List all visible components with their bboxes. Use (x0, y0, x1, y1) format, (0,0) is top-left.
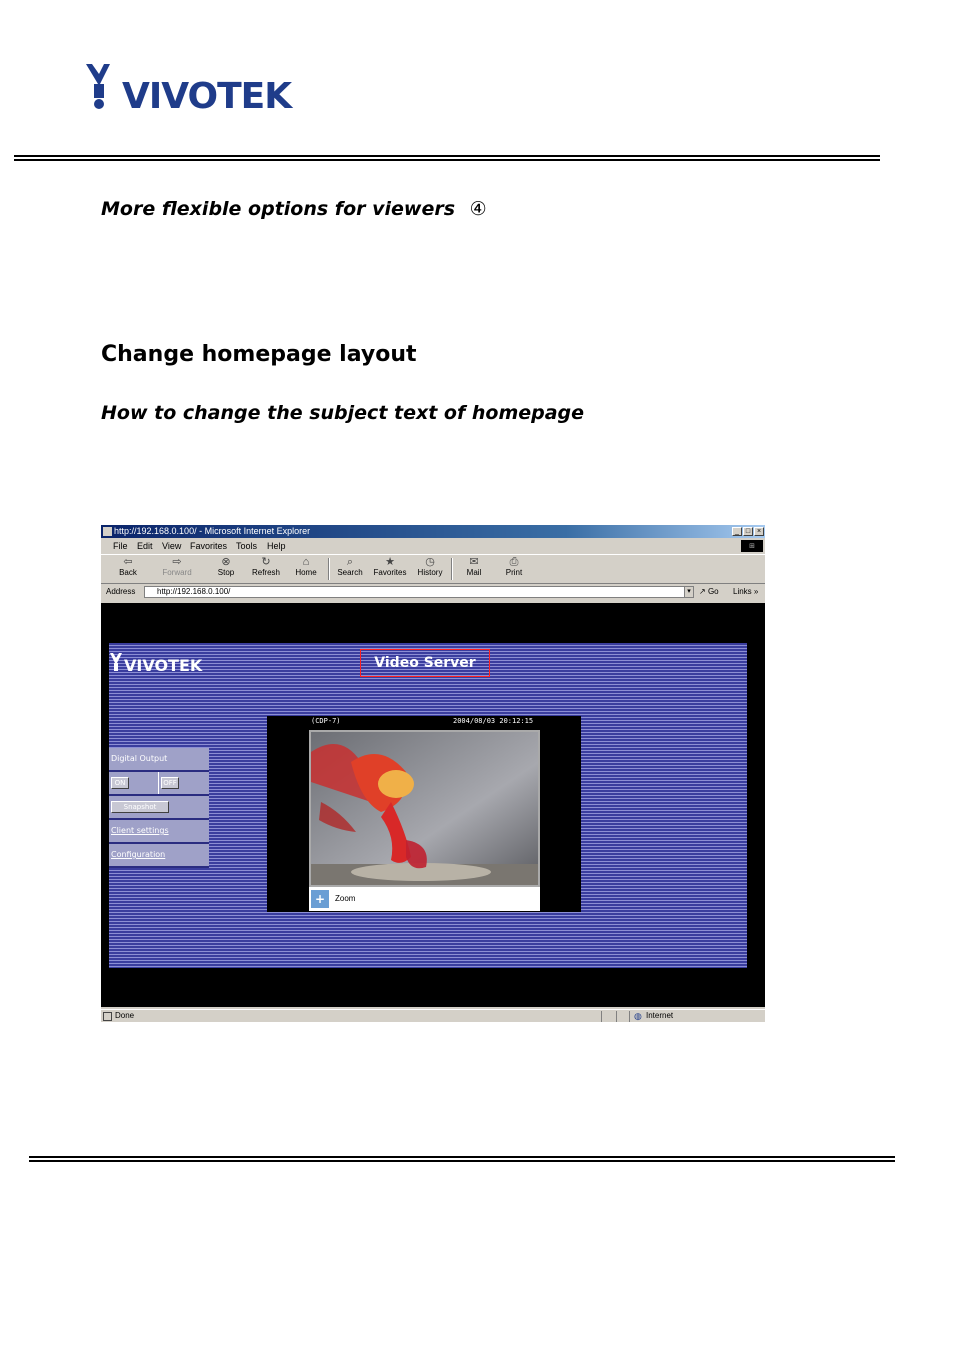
security-zone: Internet (646, 1011, 674, 1020)
menu-favorites[interactable]: Favorites (190, 541, 228, 551)
menu-view[interactable]: View (162, 541, 182, 551)
stop-icon: ⊗ (221, 556, 231, 568)
digital-output-row (109, 772, 209, 796)
page-title: Video Server (360, 649, 490, 677)
status-separator (616, 1011, 617, 1022)
zoom-icon[interactable]: + (311, 890, 329, 908)
page-icon (103, 1012, 112, 1021)
video-panel (267, 716, 581, 912)
ie-icon (103, 527, 112, 536)
mail-icon: ✉ (469, 556, 479, 568)
status-separator (629, 1011, 630, 1022)
address-label: Address (106, 587, 136, 596)
intro-heading: More flexible options for viewers ④ (101, 198, 487, 220)
footer-rule-inner (29, 1160, 895, 1162)
page-logo-text: VIVOTEK (124, 656, 203, 675)
refresh-icon: ↻ (261, 556, 271, 568)
maximize-icon[interactable]: □ (743, 527, 753, 536)
globe-icon: ◍ (634, 1011, 642, 1021)
print-button[interactable]: ⎙ Print (505, 556, 523, 577)
stop-button[interactable]: ⊗ Stop (217, 556, 235, 577)
snapshot-button[interactable]: Snapshot (111, 801, 169, 813)
back-arrow-icon: ⇦ (123, 556, 133, 568)
step-marker: ④ (469, 198, 487, 220)
links-button[interactable]: Links » (733, 587, 759, 596)
menu-bar (101, 539, 765, 553)
browser-title: http://192.168.0.100/ - Microsoft Internet Explorer (114, 526, 311, 536)
favorites-button[interactable]: ★ Favorites (373, 556, 407, 577)
search-button[interactable]: ⌕ Search (337, 556, 363, 577)
forward-arrow-icon: ⇨ (172, 556, 182, 568)
toolbar-separator (451, 558, 453, 580)
snapshot-row (109, 796, 209, 820)
browser-window (101, 525, 765, 1022)
header-rule-inner (14, 159, 880, 161)
digital-output-label: Digital Output (109, 748, 209, 772)
go-button[interactable]: ↗ Go (699, 587, 719, 596)
page-content (101, 603, 765, 1007)
history-icon: ◷ (425, 556, 435, 568)
page-vivotek-logo (109, 651, 209, 675)
status-text: Done (115, 1011, 135, 1020)
video-timestamp: 2004/08/03 20:12:15 (453, 717, 534, 725)
address-input[interactable]: http://192.168.0.100/ (144, 586, 693, 598)
minimize-icon[interactable]: _ (732, 527, 742, 536)
favorites-icon: ★ (385, 556, 395, 568)
mail-button[interactable]: ✉ Mail (466, 556, 482, 577)
home-button[interactable]: ⌂ Home (295, 556, 317, 577)
off-button[interactable]: OFF (161, 777, 179, 789)
section-title: Change homepage layout (101, 342, 417, 367)
home-icon: ⌂ (302, 556, 310, 568)
goldfish-image (311, 732, 538, 885)
toolbar (101, 554, 765, 584)
video-frame (309, 730, 540, 887)
status-separator (601, 1011, 602, 1022)
address-dropdown-icon[interactable]: ▾ (684, 586, 694, 598)
back-button[interactable]: ⇦ Back (119, 556, 137, 577)
footer-rule (29, 1156, 895, 1158)
client-settings-link[interactable]: Client settings (109, 820, 209, 844)
search-icon: ⌕ (346, 556, 354, 568)
header-rule (14, 155, 880, 157)
menu-edit[interactable]: Edit (137, 541, 153, 551)
logo-text: VIVOTEK (122, 76, 292, 116)
browser-titlebar (101, 525, 765, 538)
windows-logo-icon: ⊞ (741, 540, 763, 552)
address-bar (101, 584, 765, 600)
camera-name: (CDP-7) (311, 717, 341, 725)
configuration-link[interactable]: Configuration (109, 844, 209, 868)
left-menu (109, 748, 209, 868)
zoom-bar (309, 887, 540, 911)
vivotek-logo (84, 60, 294, 116)
section-subtitle: How to change the subject text of homepage (101, 402, 585, 424)
refresh-button[interactable]: ↻ Refresh (251, 556, 280, 577)
menu-help[interactable]: Help (267, 541, 286, 551)
history-button[interactable]: ◷ History (417, 556, 443, 577)
status-bar (101, 1009, 765, 1022)
zoom-label[interactable]: Zoom (335, 894, 356, 903)
on-button[interactable]: ON (111, 777, 129, 789)
forward-button[interactable]: ⇨ Forward (162, 556, 192, 577)
print-icon: ⎙ (509, 556, 519, 568)
menu-tools[interactable]: Tools (236, 541, 258, 551)
menu-file[interactable]: File (113, 541, 128, 551)
row-divider (158, 772, 159, 794)
close-icon[interactable]: × (754, 527, 764, 536)
